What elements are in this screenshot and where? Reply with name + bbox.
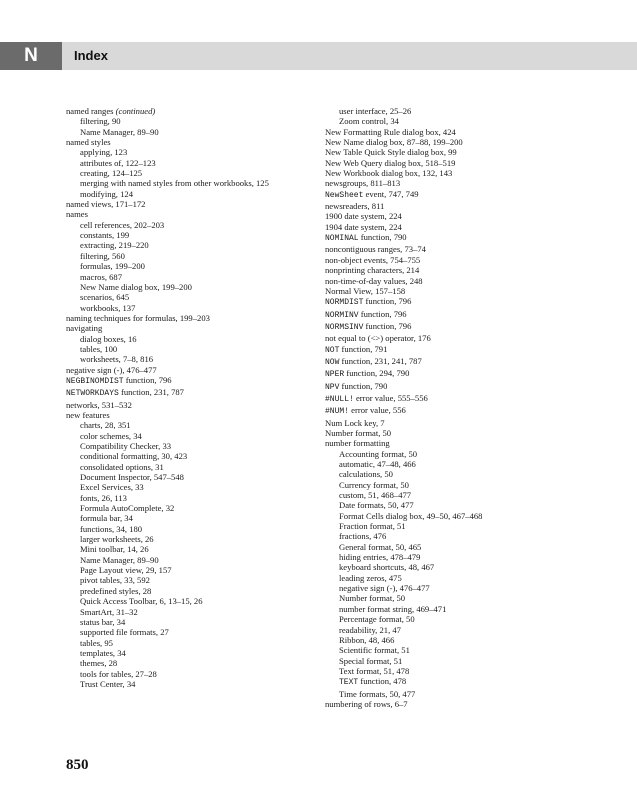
index-entry [325, 211, 575, 221]
index-subentry [66, 251, 311, 261]
index-subentry [66, 524, 311, 534]
entry-text: negative sign (-), 476–477 [66, 364, 157, 375]
entry-text: extracting, 219–220 [80, 240, 149, 251]
entry-text: Number format, 50 [339, 593, 406, 604]
index-subentry [66, 420, 311, 430]
index-entry [325, 321, 575, 333]
entry-text: Time formats, 50, 477 [339, 688, 416, 699]
entry-text: New Name dialog box, 199–200 [80, 281, 192, 292]
index-subentry [66, 272, 311, 282]
entry-text: creating, 124–125 [80, 168, 143, 179]
index-subentry [66, 158, 311, 168]
entry-text: New Formatting Rule dialog box, 424 [325, 126, 456, 137]
entry-text: navigating [66, 323, 103, 334]
index-entry [325, 296, 575, 308]
entry-text: newsreaders, 811 [325, 201, 385, 212]
continued-note: (continued) [115, 106, 156, 116]
entry-text: 1904 date system, 224 [325, 221, 402, 232]
index-entry [325, 265, 575, 275]
entry-text: scenarios, 645 [80, 292, 130, 303]
entry-text: cell references, 202–203 [80, 219, 165, 230]
index-subentry [66, 354, 311, 364]
entry-text: tools for tables, 27–28 [80, 668, 157, 679]
index-subentry [66, 513, 311, 523]
index-subentry [66, 462, 311, 472]
index-subentry [325, 645, 575, 655]
index-subentry [325, 490, 575, 500]
entry-text: themes, 28 [80, 658, 118, 669]
entry-text: Text format, 51, 478 [339, 665, 410, 676]
entry-text: new features [66, 409, 110, 420]
entry-text: Scientific format, 51 [339, 645, 410, 656]
index-entry [66, 410, 311, 420]
entry-text: status bar, 34 [80, 616, 126, 627]
entry-text: newsgroups, 811–813 [325, 178, 401, 189]
index-subentry [325, 604, 575, 614]
code-term: NETWORKDAYS [66, 389, 119, 399]
entry-text: tables, 95 [80, 637, 113, 648]
entry-text: noncontiguous ranges, 73–74 [325, 244, 426, 255]
index-subentry [325, 625, 575, 635]
index-entry [325, 393, 575, 405]
entry-text: General format, 50, 465 [339, 541, 422, 552]
index-subentry [66, 189, 311, 199]
index-entry [325, 222, 575, 232]
index-subentry [325, 614, 575, 624]
entry-text: pivot tables, 33, 592 [80, 575, 150, 586]
entry-text: Normal View, 157–158 [325, 285, 406, 296]
index-subentry [66, 431, 311, 441]
index-subentry [66, 493, 311, 503]
entry-text: function, 791 [339, 343, 388, 354]
index-entry [325, 381, 575, 393]
entry-text: merging with named styles from other workbooks, 125 [80, 178, 269, 189]
code-term: NOT [325, 345, 340, 355]
entry-text: supported file formats, 27 [80, 627, 169, 638]
entry-text: Currency format, 50 [339, 479, 409, 490]
entry-text: named views, 171–172 [66, 199, 146, 210]
index-subentry [66, 472, 311, 482]
index-subentry [66, 220, 311, 230]
entry-text: filtering, 90 [80, 116, 121, 127]
entry-text: Fraction format, 51 [339, 521, 406, 532]
code-term: #NUM! [325, 407, 350, 417]
index-entry [325, 276, 575, 286]
entry-text: function, 796 [123, 374, 172, 385]
index-header-band [0, 42, 637, 70]
index-entry [66, 365, 311, 375]
code-term: NOW [325, 357, 340, 367]
index-subentry [325, 116, 575, 126]
index-subentry [325, 666, 575, 676]
entry-text: filtering, 560 [80, 250, 125, 261]
entry-text: New Table Quick Style dialog box, 99 [325, 147, 457, 158]
index-subentry [66, 669, 311, 679]
index-entry [325, 438, 575, 448]
index-subentry [66, 627, 311, 637]
index-subentry [66, 544, 311, 554]
entry-text: leading zeros, 475 [339, 572, 402, 583]
index-entry [325, 286, 575, 296]
index-subentry [66, 303, 311, 313]
entry-text: calculations, 50 [339, 469, 393, 480]
index-subentry [325, 689, 575, 699]
index-entry [325, 189, 575, 201]
index-entry [325, 344, 575, 356]
entry-text: functions, 34, 180 [80, 523, 143, 534]
index-header-title: Index [74, 48, 108, 63]
code-term: #NULL! [325, 394, 354, 404]
entry-text: larger worksheets, 26 [80, 534, 154, 545]
entry-text: function, 231, 787 [118, 387, 184, 398]
entry-text: attributes of, 122–123 [80, 157, 156, 168]
entry-text: 1900 date system, 224 [325, 211, 402, 222]
entry-text: conditional formatting, 30, 423 [80, 451, 188, 462]
code-term: NPV [325, 382, 340, 392]
index-subentry [66, 679, 311, 689]
index-subentry [66, 147, 311, 157]
entry-text: Name Manager, 89–90 [80, 554, 159, 565]
code-term: NORMINV [325, 310, 359, 320]
entry-text: color schemes, 34 [80, 430, 142, 441]
index-entry [66, 106, 311, 116]
index-entry [66, 137, 311, 147]
index-subentry [325, 593, 575, 603]
index-subentry [66, 230, 311, 240]
index-entry [325, 699, 575, 709]
index-subentry [325, 573, 575, 583]
entry-text: Page Layout view, 29, 157 [80, 565, 172, 576]
index-subentry [325, 656, 575, 666]
entry-text: Mini toolbar, 14, 26 [80, 544, 149, 555]
entry-text: hiding entries, 478–479 [339, 552, 421, 563]
index-subentry [66, 648, 311, 658]
entry-text: non-time-of-day values, 248 [325, 275, 423, 286]
index-subentry [325, 676, 575, 688]
index-entry [66, 323, 311, 333]
entry-text: Excel Services, 33 [80, 482, 144, 493]
index-subentry [66, 292, 311, 302]
index-subentry [66, 565, 311, 575]
entry-text: New Web Query dialog box, 518–519 [325, 157, 456, 168]
entry-text: function, 796 [363, 296, 412, 307]
index-entry [325, 158, 575, 168]
entry-text: negative sign (-), 476–477 [339, 583, 430, 594]
entry-text: Percentage format, 50 [339, 614, 415, 625]
index-subentry [66, 575, 311, 585]
entry-text: function, 796 [363, 320, 412, 331]
index-subentry [66, 503, 311, 513]
index-subentry [66, 441, 311, 451]
index-entry [66, 313, 311, 323]
index-subentry [66, 261, 311, 271]
entry-text: New Workbook dialog box, 132, 143 [325, 168, 453, 179]
index-subentry [66, 178, 311, 188]
entry-text: readability, 21, 47 [339, 624, 401, 635]
entry-text: Number format, 50 [325, 427, 392, 438]
index-entry [325, 201, 575, 211]
index-subentry [66, 240, 311, 250]
entry-text: function, 478 [358, 676, 407, 687]
code-term: NewSheet [325, 190, 364, 200]
index-entry [325, 178, 575, 188]
index-entry [325, 405, 575, 417]
index-entry [325, 368, 575, 380]
entry-text: Num Lock key, 7 [325, 417, 385, 428]
index-subentry [66, 658, 311, 668]
entry-text: names [66, 209, 88, 220]
index-subentry [325, 635, 575, 645]
entry-text: function, 790 [358, 232, 407, 243]
index-entry [325, 232, 575, 244]
index-subentry [66, 127, 311, 137]
index-subentry [66, 482, 311, 492]
index-subentry [66, 607, 311, 617]
entry-text: modifying, 124 [80, 188, 133, 199]
index-subentry [325, 562, 575, 572]
code-term: NORMDIST [325, 298, 364, 308]
entry-text: user interface, 25–26 [339, 106, 412, 116]
index-entry [325, 137, 575, 147]
entry-text: non-object events, 754–755 [325, 254, 421, 265]
entry-text: event, 747, 749 [363, 188, 419, 199]
entry-text: Document Inspector, 547–548 [80, 472, 184, 483]
index-subentry [325, 521, 575, 531]
index-entry [66, 209, 311, 219]
entry-text: function, 294, 790 [344, 368, 410, 379]
index-subentry [66, 168, 311, 178]
index-entry [66, 400, 311, 410]
index-column-left [66, 106, 311, 689]
index-subentry [66, 534, 311, 544]
entry-text: automatic, 47–48, 466 [339, 459, 416, 469]
entry-text: named styles [66, 137, 111, 148]
index-entry [325, 168, 575, 178]
entry-text: Format Cells dialog box, 49–50, 467–468 [339, 510, 483, 521]
entry-text: charts, 28, 351 [80, 420, 131, 431]
index-subentry [325, 511, 575, 521]
entry-text: fonts, 26, 113 [80, 492, 127, 503]
entry-text: consolidated options, 31 [80, 461, 164, 472]
index-subentry [325, 500, 575, 510]
index-entry [325, 428, 575, 438]
entry-text: Trust Center, 34 [80, 678, 136, 689]
index-subentry [325, 459, 575, 469]
index-subentry [325, 106, 575, 116]
index-subentry [325, 480, 575, 490]
entry-text: naming techniques for formulas, 199–203 [66, 312, 210, 323]
entry-text: formulas, 199–200 [80, 261, 145, 272]
index-subentry [325, 552, 575, 562]
index-subentry [325, 583, 575, 593]
index-column-right [325, 106, 575, 709]
index-subentry [66, 617, 311, 627]
index-subentry [325, 542, 575, 552]
code-term: NOMINAL [325, 234, 359, 244]
index-entry [66, 387, 311, 399]
entry-text: tables, 100 [80, 343, 118, 354]
entry-text: networks, 531–532 [66, 399, 132, 410]
index-subentry [66, 116, 311, 126]
entry-text: macros, 687 [80, 271, 123, 282]
index-subentry [66, 334, 311, 344]
entry-text: numbering of rows, 6–7 [325, 698, 408, 709]
entry-text: error value, 555–556 [353, 392, 428, 403]
entry-text: Ribbon, 48, 466 [339, 634, 395, 645]
entry-text: error value, 556 [349, 405, 406, 416]
entry-text: function, 790 [339, 380, 388, 391]
entry-text: applying, 123 [80, 147, 128, 158]
entry-text: workbooks, 137 [80, 302, 136, 313]
entry-text: Quick Access Toolbar, 6, 13–15, 26 [80, 596, 203, 607]
entry-text: Name Manager, 89–90 [80, 126, 159, 137]
index-subentry [325, 469, 575, 479]
index-entry [66, 375, 311, 387]
index-subentry [66, 596, 311, 606]
entry-text: Accounting format, 50 [339, 448, 418, 459]
entry-text: function, 796 [358, 308, 407, 319]
index-entry [325, 356, 575, 368]
index-subentry [325, 449, 575, 459]
code-term: NPER [325, 370, 345, 380]
index-entry [66, 199, 311, 209]
index-subentry [66, 555, 311, 565]
entry-text: Special format, 51 [339, 655, 403, 666]
entry-text: Compatibility Checker, 33 [80, 441, 172, 451]
entry-text: predefined styles, 28 [80, 585, 152, 596]
index-letter-tab: N [0, 42, 62, 70]
index-subentry [325, 531, 575, 541]
entry-text: custom, 51, 468–477 [339, 490, 412, 501]
index-entry [325, 333, 575, 343]
index-subentry [66, 344, 311, 354]
index-subentry [66, 282, 311, 292]
page-number: 850 [66, 757, 89, 773]
index-subentry [66, 638, 311, 648]
entry-text: nonprinting characters, 214 [325, 265, 420, 276]
entry-text: number format string, 469–471 [339, 603, 447, 614]
entry-text: SmartArt, 31–32 [80, 606, 138, 617]
entry-text: Formula AutoComplete, 32 [80, 503, 175, 514]
entry-text: constants, 199 [80, 230, 130, 241]
entry-text: formula bar, 34 [80, 513, 133, 524]
entry-text: Date formats, 50, 477 [339, 500, 414, 511]
index-entry [325, 147, 575, 157]
code-term: NEGBINOMDIST [66, 376, 124, 386]
entry-text: not equal to (<>) operator, 176 [325, 333, 431, 344]
index-entry [325, 309, 575, 321]
code-term: TEXT [339, 678, 359, 688]
index-entry [325, 127, 575, 137]
entry-text: Zoom control, 34 [339, 116, 399, 127]
entry-text: worksheets, 7–8, 816 [80, 354, 154, 365]
entry-text: function, 231, 241, 787 [339, 355, 422, 366]
entry-text: New Name dialog box, 87–88, 199–200 [325, 137, 463, 148]
index-subentry [66, 586, 311, 596]
entry-text: templates, 34 [80, 647, 126, 658]
entry-text: dialog boxes, 16 [80, 333, 137, 344]
code-term: NORMSINV [325, 322, 364, 332]
index-entry [325, 244, 575, 254]
entry-text: number formatting [325, 438, 390, 449]
index-entry [325, 418, 575, 428]
entry-text: fractions, 476 [339, 531, 387, 542]
entry-text: keyboard shortcuts, 48, 467 [339, 562, 435, 573]
entry-text: named ranges [66, 106, 116, 116]
index-subentry [66, 451, 311, 461]
index-entry [325, 255, 575, 265]
